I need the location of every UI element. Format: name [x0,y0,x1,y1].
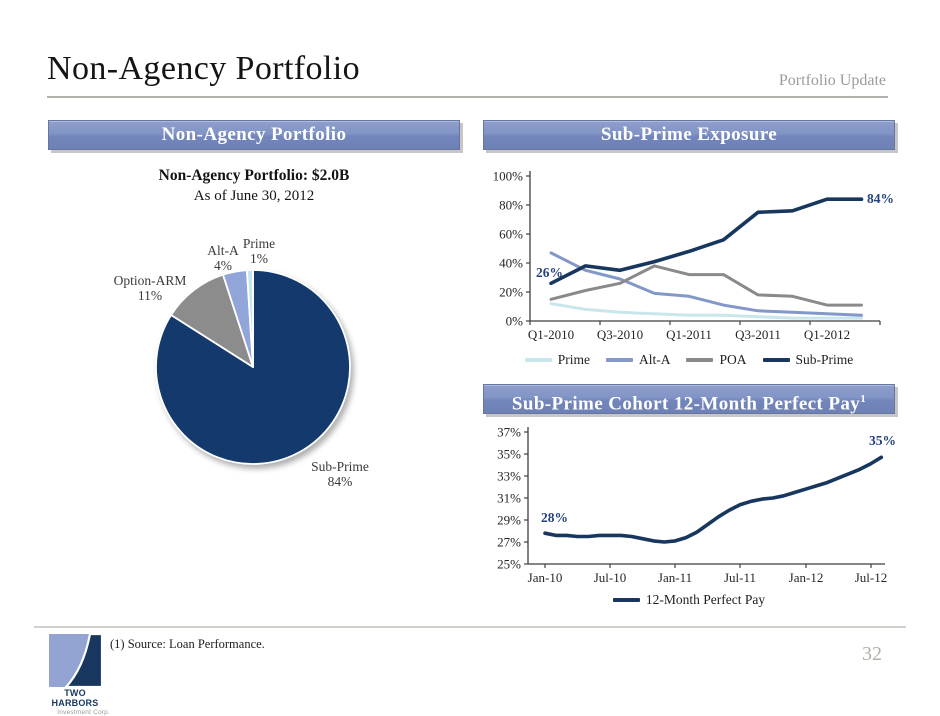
legend-line-swatch [525,358,552,362]
exposure-svg [483,165,895,355]
legend-item [525,352,590,368]
legend-label: Alt-A [638,352,671,367]
pie-chart-subtitle: As of June 30, 2012 [193,188,315,204]
pie-panel-header: Non-Agency Portfolio [48,120,460,150]
pie-slices [156,270,350,464]
y-tick-label: 80% [499,197,523,213]
x-tick-label: Jul-10 [593,570,627,585]
section-tag: Portfolio Update [778,72,886,89]
pie-chart-title: Non-Agency Portfolio: $2.0B [158,167,350,184]
legend-item [686,352,746,368]
two-harbors-logo-icon [48,633,104,689]
footnote-text: (1) Source: Loan Performance. [110,637,265,651]
pay-panel-header-footnote-marker: 1 [860,393,867,405]
y-tick-label: 100% [492,168,523,184]
perfect-pay-legend [483,592,895,608]
y-tick-label: 29% [497,512,521,528]
legend-line-swatch [613,598,640,602]
y-tick-label: 0% [505,313,523,329]
y-tick-label: 37% [497,424,521,440]
pie-label: Sub-Prime [311,459,369,474]
legend-item [763,352,854,368]
title-divider [47,96,888,98]
x-tick-label: Q3-2010 [596,327,644,342]
y-tick-label: 20% [499,284,523,300]
logo-wordmark [40,688,110,716]
legend-line-swatch [763,358,790,362]
perfect-pay-svg [483,424,895,589]
data-label: 28% [541,510,568,525]
series-line-12-month-perfect-pay [545,457,881,542]
logo-subtitle: Investment Corp. [57,709,110,716]
pie-chart-title-block [48,167,460,205]
x-tick-label: Q3-2011 [735,327,781,342]
data-label: 84% [867,191,894,206]
pie-label-pct: 4% [214,258,232,273]
page-title: Non-Agency Portfolio [47,50,361,87]
exposure-panel-header: Sub-Prime Exposure [483,120,895,150]
series-line-prime [551,304,862,319]
x-tick-label: Jul-12 [854,570,888,585]
series-line-sub-prime [551,199,862,283]
y-tick-label: 40% [499,255,523,271]
pie-label-pct: 11% [137,288,163,303]
exposure-legend [483,352,895,368]
x-tick-label: Jan-11 [657,570,693,585]
legend-label: Sub-Prime [795,352,854,367]
pie-label-pct: 84% [327,474,353,489]
legend-line-swatch [686,358,713,362]
legend-label: 12-Month Perfect Pay [645,592,766,607]
x-tick-label: Q1-2012 [803,327,851,342]
data-label: 26% [536,265,563,280]
y-tick-label: 35% [497,446,521,462]
legend-label: POA [719,352,747,367]
legend-label: Prime [557,352,590,367]
y-tick-label: 31% [497,490,521,506]
x-tick-label: Jan-12 [788,570,824,585]
y-tick-label: 25% [497,556,521,572]
pie-label: Prime [242,236,276,251]
pay-panel-header [483,384,895,414]
y-tick-label: 60% [499,226,523,242]
y-tick-label: 33% [497,468,521,484]
x-tick-label: Jan-10 [527,570,563,585]
x-tick-label: Q1-2010 [527,327,575,342]
legend-line-swatch [606,358,633,362]
pie-label-pct: 1% [250,251,268,266]
data-label: 35% [869,433,896,448]
legend-item [613,592,765,608]
footer-divider [34,626,906,628]
pie-label: Alt-A [207,243,239,258]
pay-panel-header-text: Sub-Prime Cohort 12-Month Perfect Pay [511,393,861,415]
page-number: 32 [862,643,882,665]
portfolio-pie-svg [48,228,460,506]
series-line-alt-a [551,253,862,315]
logo-name: TWO HARBORS [51,688,99,708]
pie-label: Option-ARM [113,273,187,288]
legend-item [606,352,671,368]
y-tick-label: 27% [497,534,521,550]
x-tick-label: Q1-2011 [666,327,712,342]
x-tick-label: Jul-11 [723,570,757,585]
